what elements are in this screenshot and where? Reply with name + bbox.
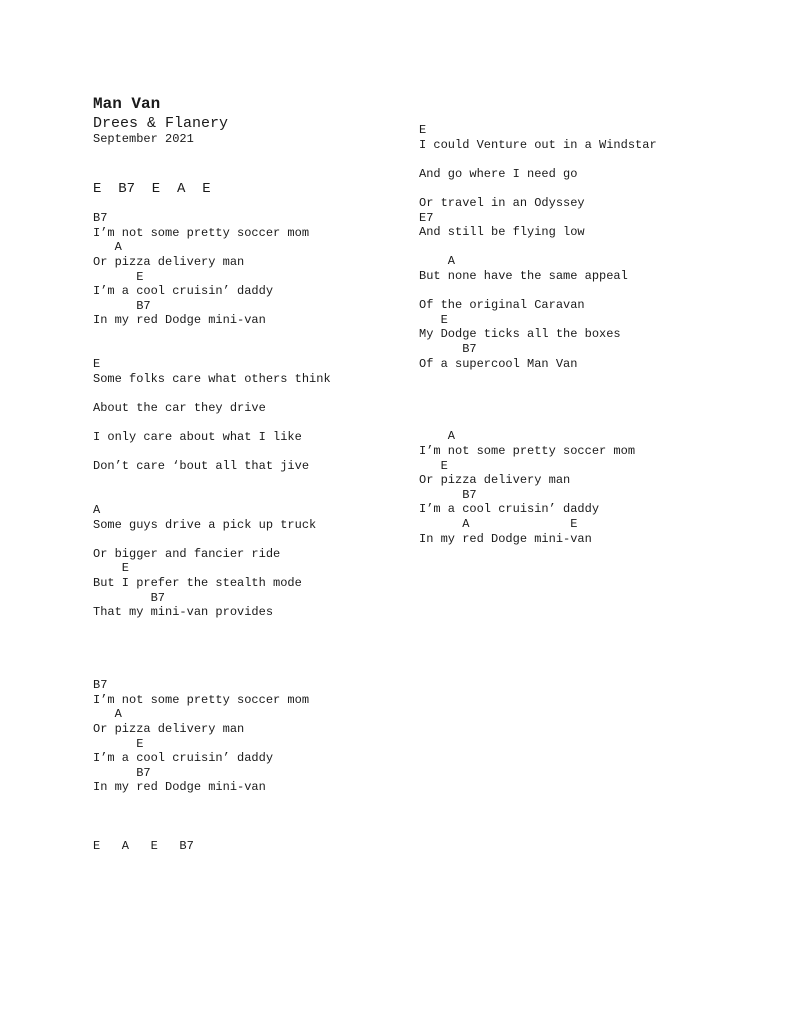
lyric-line: That my mini-van provides bbox=[93, 605, 274, 620]
lyric-line: Of a supercool Man Van bbox=[419, 356, 578, 371]
lyric-line: A bbox=[93, 240, 122, 255]
lyric-line: Of the original Caravan bbox=[419, 298, 585, 313]
lyric-line: B7 bbox=[93, 590, 166, 605]
lyric-line: In my red Dodge mini-van bbox=[419, 531, 592, 546]
blank-line bbox=[93, 328, 331, 343]
lyric-line: And go where I need go bbox=[419, 166, 578, 181]
blank-line bbox=[93, 445, 331, 460]
blank-line bbox=[93, 649, 331, 664]
lyric-line: Or pizza delivery man bbox=[93, 721, 245, 736]
lyric-line: Or pizza delivery man bbox=[93, 254, 245, 269]
blank-line bbox=[93, 664, 331, 679]
lyric-line: E bbox=[93, 269, 144, 284]
lyric-line: I’m not some pretty soccer mom bbox=[93, 225, 310, 240]
lyrics-right-column bbox=[419, 123, 657, 546]
blank-line bbox=[93, 795, 331, 810]
lyric-line: I’m not some pretty soccer mom bbox=[419, 444, 636, 459]
song-authors: Drees & Flanery bbox=[93, 115, 229, 132]
lyric-line: E bbox=[93, 561, 130, 576]
lyric-line: B7 bbox=[419, 341, 477, 356]
lyric-line: E bbox=[93, 357, 101, 372]
song-date: September 2021 bbox=[93, 132, 194, 146]
lyric-line: E B7 E A E bbox=[93, 181, 211, 197]
blank-line bbox=[419, 371, 657, 386]
lyrics-left-column bbox=[93, 182, 331, 853]
lyric-line: A E bbox=[419, 517, 578, 532]
lyric-line: Some folks care what others think bbox=[93, 371, 331, 386]
lyric-line: B7 bbox=[93, 765, 151, 780]
lyric-line: I’m a cool cruisin’ daddy bbox=[93, 284, 274, 299]
lyric-line: Or pizza delivery man bbox=[419, 473, 571, 488]
blank-line bbox=[93, 474, 331, 489]
lyric-line: In my red Dodge mini-van bbox=[93, 780, 266, 795]
lyric-line: E bbox=[419, 458, 448, 473]
lyric-line: A bbox=[419, 429, 456, 444]
lyric-line: B7 bbox=[419, 487, 477, 502]
song-title: Man Van bbox=[93, 95, 161, 113]
blank-line bbox=[93, 634, 331, 649]
blank-line bbox=[93, 532, 331, 547]
blank-line bbox=[419, 415, 657, 430]
lyric-line: A bbox=[419, 254, 456, 269]
lyric-line: In my red Dodge mini-van bbox=[93, 313, 266, 328]
lyric-line: But I prefer the stealth mode bbox=[93, 576, 302, 591]
blank-line bbox=[93, 197, 331, 212]
lyric-line: A bbox=[93, 503, 101, 518]
lyric-line: Or travel in an Odyssey bbox=[419, 195, 585, 210]
blank-line bbox=[93, 386, 331, 401]
blank-line bbox=[93, 416, 331, 431]
lyric-line: A bbox=[93, 707, 122, 722]
lyric-line: B7 bbox=[93, 298, 151, 313]
blank-line bbox=[419, 284, 657, 299]
lyric-line: About the car they drive bbox=[93, 400, 266, 415]
lyric-line: B7 bbox=[93, 678, 108, 693]
blank-line bbox=[419, 386, 657, 401]
lyric-line: E A E B7 bbox=[93, 838, 194, 853]
lyric-line: E bbox=[419, 312, 448, 327]
lyric-line: I only care about what I like bbox=[93, 430, 302, 445]
blank-line bbox=[419, 240, 657, 255]
lyric-line: But none have the same appeal bbox=[419, 268, 628, 283]
lyric-line: I’m a cool cruisin’ daddy bbox=[93, 751, 274, 766]
lyric-line: E bbox=[93, 736, 144, 751]
blank-line bbox=[93, 620, 331, 635]
blank-line bbox=[419, 400, 657, 415]
lyric-line: I’m not some pretty soccer mom bbox=[93, 692, 310, 707]
blank-line bbox=[419, 152, 657, 167]
lyric-line: My Dodge ticks all the boxes bbox=[419, 327, 621, 342]
blank-line bbox=[93, 810, 331, 825]
lyric-line: I could Venture out in a Windstar bbox=[419, 137, 657, 152]
blank-line bbox=[93, 343, 331, 358]
lyric-line: I’m a cool cruisin’ daddy bbox=[419, 502, 600, 517]
lyric-line: And still be flying low bbox=[419, 225, 585, 240]
lyric-line: B7 bbox=[93, 211, 108, 226]
lyric-line: E7 bbox=[419, 210, 434, 225]
lyric-line: Or bigger and fancier ride bbox=[93, 546, 281, 561]
blank-line bbox=[419, 181, 657, 196]
lyric-line: Some guys drive a pick up truck bbox=[93, 517, 317, 532]
lyric-line: E bbox=[419, 123, 427, 137]
blank-line bbox=[93, 824, 331, 839]
lyric-line: Don’t care ‘bout all that jive bbox=[93, 459, 310, 474]
blank-line bbox=[93, 488, 331, 503]
